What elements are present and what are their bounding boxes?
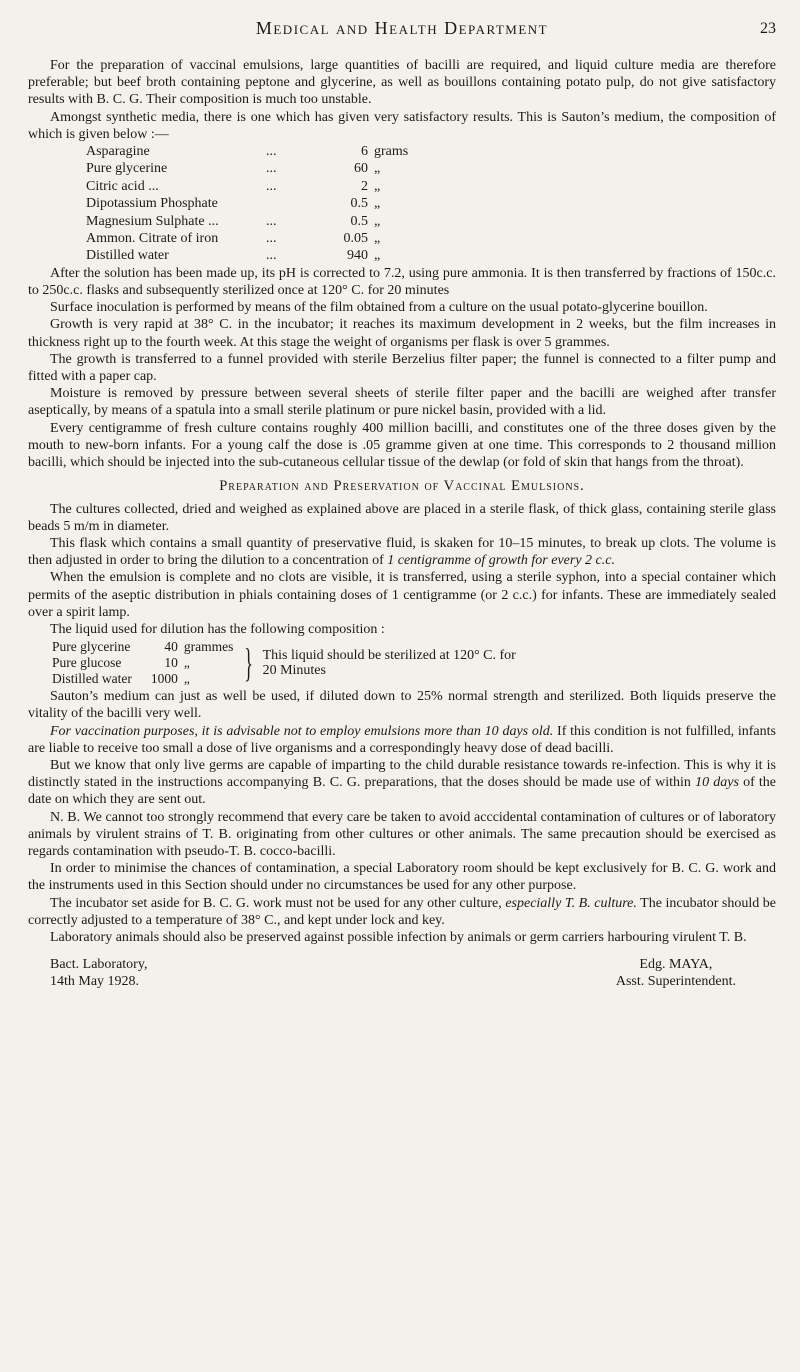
- page-body: [28, 57, 776, 991]
- paragraph: Moisture is removed by pressure between several sheets of sterile filter paper and the bacilli are weighed after transfer aseptically, by means of a spatula into a small sterile platinum or pure nickel basin, provided with a lid.: [28, 386, 776, 419]
- paragraph: [28, 723, 776, 757]
- ingredient-unit: grams: [374, 144, 409, 160]
- signatory: [616, 956, 736, 990]
- ingredient-unit: „: [374, 178, 381, 194]
- paragraph-text: This flask which contains a small quantity of preservative fluid, is skaken for 10–15 minutes, to break up clots. The volume is then adjusted in order to bring the dilution to a concentration of: [28, 535, 776, 569]
- dilution-row: [52, 656, 233, 670]
- ingredient-unit: „: [374, 231, 381, 247]
- paragraph: [28, 535, 776, 569]
- signatory-title: Asst. Superintendent.: [615, 974, 736, 990]
- ingredient-unit: „: [374, 213, 381, 229]
- sautons-medium-table: [86, 143, 408, 265]
- dilution-table: [50, 638, 235, 688]
- dilution-note: [263, 648, 516, 678]
- dilution-ingredient: Distilled water: [52, 671, 132, 687]
- paragraph: Growth is very rapid at 38° C. in the incubator; it reaches its maximum development in 2 weeks, but the film increases in thickness right up to the fourth week. At this stage the weight of organisms per flask is over 5 grammes.: [28, 317, 776, 350]
- signature-block: [28, 956, 776, 990]
- ingredient-name: Asparagine: [86, 144, 150, 160]
- dilution-row: [52, 672, 233, 686]
- ingredient-row: [86, 195, 408, 212]
- emphasis-text: For vaccination purposes, it is advisable not to employ emulsions more than 10 days old.: [50, 723, 554, 739]
- emphasis-text: 1 centigramme of growth for every 2 c.c.: [387, 553, 615, 569]
- paragraph: The growth is transferred to a funnel provided with sterile Berzelius filter paper; the funnel is connected to a filter pump and fitted with a paper cap.: [28, 351, 776, 385]
- ingredient-name: Dipotassium Phosphate: [86, 196, 218, 212]
- paragraph-text: of the date on which they are sent out.: [28, 775, 777, 808]
- dilution-quantity: 40: [164, 639, 178, 655]
- leader-dots: [266, 195, 324, 212]
- leader-dots: ...: [266, 144, 277, 160]
- dilution-note-line: 20 Minutes: [262, 663, 326, 679]
- dilution-unit: „: [183, 655, 190, 671]
- dilution-note-line: This liquid should be sterilized at 120° C. for: [262, 648, 516, 664]
- running-title: Medical and Health Department: [255, 18, 549, 38]
- paragraph-text: But we know that only live germs are capable of imparting to the child durable resistance towards re-infection. This is why it is distinctly stated in the instructions accompanying B. C. G. preparations, that the doses should be made use of within: [28, 757, 776, 791]
- paragraph-text: If this condition is not fulfilled, infants are liable to receive too small a dose of live organisms and a correspondingly heavy dose of dead bacilli.: [28, 723, 776, 756]
- signature-place-date: [50, 956, 147, 990]
- ingredient-name: Pure glycerine: [86, 161, 168, 177]
- dilution-quantity: 1000: [150, 671, 178, 687]
- ingredient-quantity: 6: [361, 144, 368, 160]
- leader-dots: ...: [266, 231, 277, 247]
- paragraph: Surface inoculation is performed by means of the film obtained from a culture on the usual potato-glycerine bouillon.: [50, 300, 708, 316]
- ingredient-quantity: 60: [354, 161, 368, 177]
- page-number: 23: [760, 20, 776, 37]
- dilution-row: [52, 640, 233, 654]
- paragraph: The cultures collected, dried and weighed as explained above are placed in a sterile flask, of thick glass, containing sterile glass beads 5 m/m in diameter.: [28, 501, 776, 534]
- paragraph: [28, 757, 776, 809]
- emphasis-text: especially T. B. culture.: [505, 895, 637, 911]
- ingredient-quantity: 0.5: [350, 213, 368, 229]
- dilution-composition: [50, 638, 776, 688]
- ingredient-name: Citric acid ...: [86, 178, 159, 194]
- emphasis-text: 10 days: [695, 775, 739, 791]
- paragraph: [28, 895, 776, 929]
- paragraph: After the solution has been made up, its pH is corrected to 7.2, using pure ammonia. It is then transferred by fractions of 150c.c. to 250c.c. flasks and subsequently sterilized once at 120° C. for 20 minutes: [28, 265, 776, 299]
- ingredient-quantity: 0.5: [350, 196, 368, 212]
- paragraph: When the emulsion is complete and no clots are visible, it is transferred, using a sterile syphon, into a special container which permits of the aseptic distribution in phials containing doses of 1 centigramme (or 2 c.c.) for infants. These are immediately sealed over a spirit lamp.: [28, 570, 776, 620]
- section-heading: Preparation and Preservation of Vaccinal Emulsions.: [219, 478, 585, 495]
- ingredient-quantity: 2: [361, 178, 368, 194]
- leader-dots: ...: [266, 213, 277, 229]
- paragraph: Laboratory animals should also be preserved against possible infection by animals or germ carriers harbouring virulent T. B.: [50, 929, 747, 945]
- paragraph: Amongst synthetic media, there is one which has given very satisfactory results. This is Sauton’s medium, the composition of which is given below :—: [28, 109, 776, 142]
- ingredient-quantity: 0.05: [343, 231, 368, 247]
- signature-date: 14th May 1928.: [50, 974, 140, 990]
- page-header: [28, 20, 776, 44]
- leader-dots: ...: [266, 161, 277, 177]
- dilution-ingredient: Pure glycerine: [52, 639, 131, 655]
- leader-dots: ...: [266, 248, 277, 264]
- ingredient-unit: „: [374, 196, 381, 212]
- paragraph: In order to minimise the chances of contamination, a special Laboratory room should be kept exclusively for B. C. G. work and the instruments used in this Section should under no circumstances be used for any other purpose.: [28, 861, 776, 894]
- ingredient-unit: „: [374, 161, 381, 177]
- paragraph: N. B. We cannot too strongly recommend that every care be taken to avoid acccidental contamination of cultures or of laboratory animals by virulent strains of T. B. originating from other cultures or other animals. The same precaution should be exercised as regards contamination with pseudo-T. B. cocco-bacilli.: [28, 809, 776, 859]
- paragraph: Sauton’s medium can just as well be used, if diluted down to 25% normal strength and sterilized. Both liquids preserve the vitality of the bacilli very well.: [28, 689, 776, 722]
- ingredient-row: [86, 143, 408, 160]
- dilution-ingredient: Pure glucose: [52, 655, 122, 671]
- ingredient-row: [86, 178, 408, 195]
- paragraph-text: The incubator set aside for B. C. G. work must not be used for any other culture,: [50, 895, 502, 911]
- dilution-unit: „: [183, 671, 190, 687]
- ingredient-row: [86, 230, 408, 247]
- paragraph-text: The incubator should be correctly adjusted to a temperature of 38° C., and kept under lock and key.: [28, 895, 776, 928]
- ingredient-name: Ammon. Citrate of iron: [86, 231, 219, 247]
- leader-dots: ...: [266, 178, 277, 194]
- paragraph: The liquid used for dilution has the following composition :: [50, 621, 385, 637]
- paragraph: Every centigramme of fresh culture contains roughly 400 million bacilli, and constitutes one of the three doses given by the mouth to new-born infants. For a young calf the dose is .05 gramme given at one time. This corresponds to 2 thousand million bacilli, which should be injected into the sub-cutaneous cellular tissue of the dewlap (or fold of skin that hangs from the throat).: [28, 420, 776, 471]
- signature-place: Bact. Laboratory,: [50, 957, 148, 973]
- dilution-quantity: 10: [164, 655, 178, 671]
- document-page: [28, 20, 776, 991]
- ingredient-row: [86, 213, 408, 230]
- ingredient-quantity: 940: [347, 248, 368, 264]
- ingredient-row: [86, 160, 408, 177]
- ingredient-row: [86, 247, 408, 264]
- paragraph: For the preparation of vaccinal emulsions, large quantities of bacilli are required, and liquid culture media are therefore preferable; but beef broth containing peptone and glycerine, as well as bouillons containing potato pulp, do not give satisfactory results with B. C. G. Their composition is much too unstable.: [28, 58, 776, 108]
- dilution-unit: grammes: [183, 639, 234, 655]
- brace-symbol: }: [244, 640, 254, 686]
- ingredient-unit: „: [374, 248, 381, 264]
- ingredient-name: Distilled water: [86, 248, 169, 264]
- ingredient-name: Magnesium Sulphate ...: [86, 213, 219, 229]
- signatory-name: Edg. MAYA,: [639, 957, 713, 973]
